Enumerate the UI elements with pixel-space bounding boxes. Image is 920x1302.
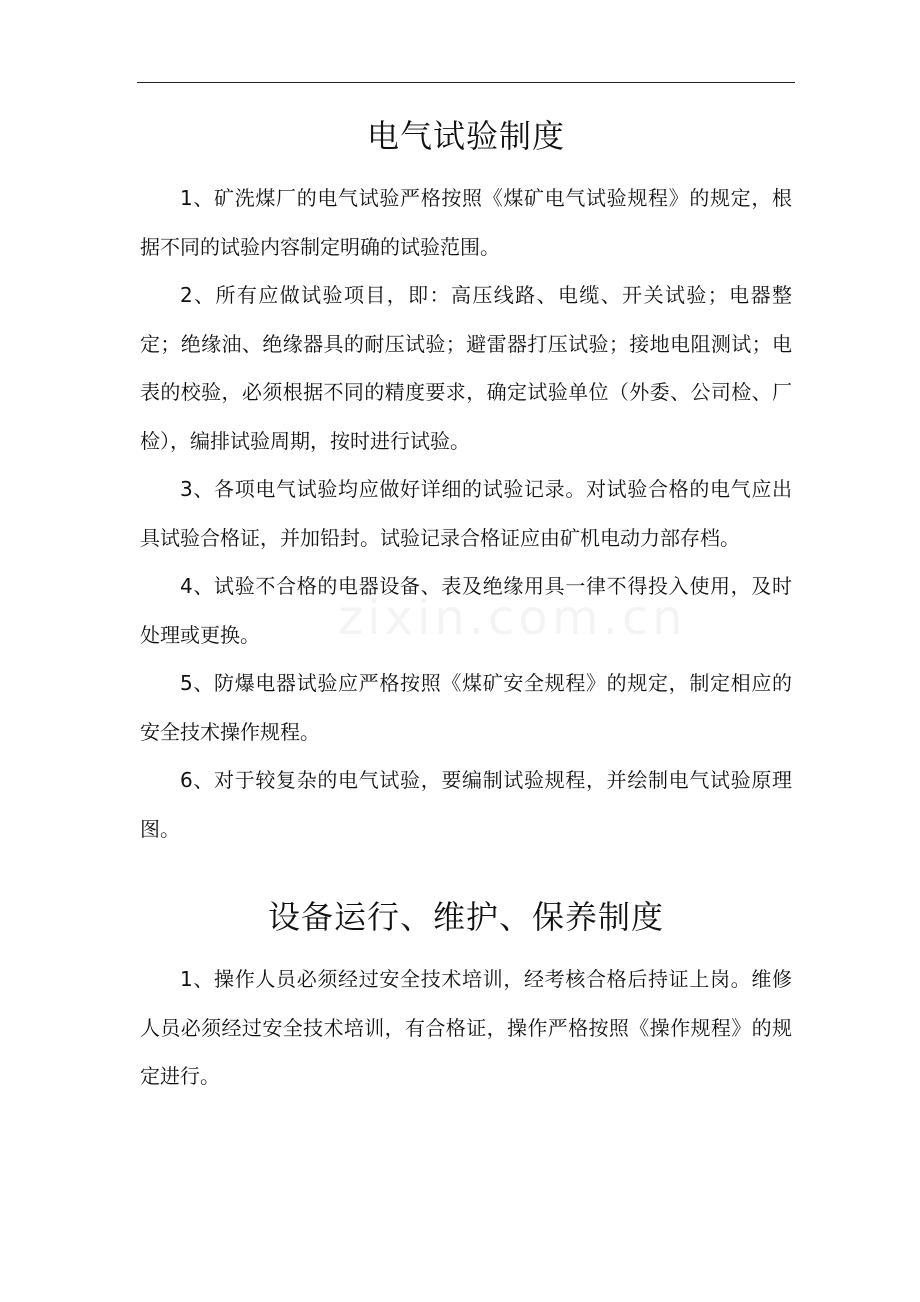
paragraph: 3、各项电气试验均应做好详细的试验记录。对试验合格的电气应出具试验合格证，并加铅封。试验记录合格证应由矿机电动力部存档。 xyxy=(140,477,792,550)
section-electrical-testing xyxy=(140,174,792,853)
paragraph: 1、矿洗煤厂的电气试验严格按照《煤矿电气试验规程》的规定，根据不同的试验内容制定明确的试验范围。 xyxy=(140,186,792,259)
paragraph: 1、操作人员必须经过安全技术培训，经考核合格后持证上岗。维修人员必须经过安全技术培训，有合格证，操作严格按照《操作规程》的规定进行。 xyxy=(140,967,792,1088)
header-rule xyxy=(137,82,795,83)
paragraph: 5、防爆电器试验应严格按照《煤矿安全规程》的规定，制定相应的安全技术操作规程。 xyxy=(140,671,792,744)
section-equipment-operation xyxy=(140,955,792,1101)
paragraph: 6、对于较复杂的电气试验，要编制试验规程，并绘制电气试验原理图。 xyxy=(140,768,792,841)
section-title: 电气试验制度 xyxy=(366,117,565,155)
document-body xyxy=(140,106,792,1101)
paragraph: 2、所有应做试验项目，即：高压线路、电缆、开关试验；电器整定；绝缘油、绝缘器具的耐压试验；避雷器打压试验；接地电阻测试；电表的校验，必须根据不同的精度要求，确定试验单位（外委、公司检、厂检），编排试验周期，按时进行试验。 xyxy=(140,283,792,453)
paragraph: 4、试验不合格的电器设备、表及绝缘用具一律不得投入使用，及时处理或更换。 xyxy=(140,574,792,647)
section-title: 设备运行、维护、保养制度 xyxy=(267,898,664,936)
